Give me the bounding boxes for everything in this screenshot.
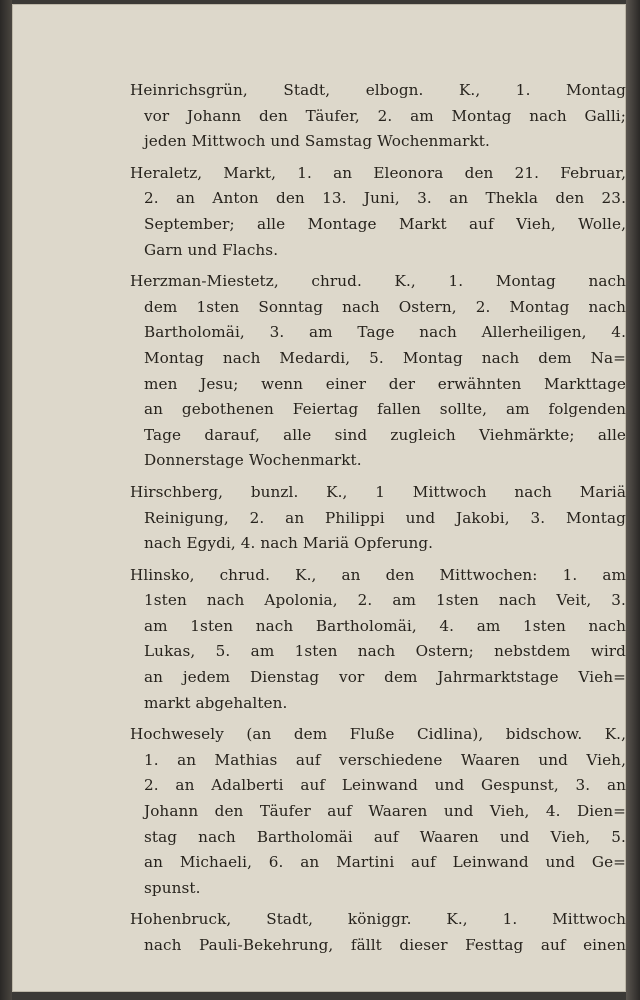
page-left-edge: [0, 0, 12, 1000]
entry-hohenbruck: [130, 907, 626, 958]
text-line: nach Pauli-Bekehrung, fällt dieser Festtag auf einen: [144, 936, 626, 954]
entry-hlinsko: [130, 563, 626, 717]
text-line: Heinrichsgrün, Stadt, elbogn. K., 1. Montag: [130, 81, 626, 99]
text-line: Montag nach Medardi, 5. Montag nach dem Na=: [144, 348, 626, 367]
text-line: 1sten nach Apolonia, 2. am 1sten nach Veit, 3.: [144, 591, 626, 610]
text-line: Garn und Flachs.: [144, 240, 279, 259]
text-line: Hohenbruck, Stadt, königgr. K., 1. Mittwoch: [130, 910, 626, 929]
text-line: Bartholomäi, 3. am Tage nach Allerheiligen, 4.: [144, 323, 626, 342]
document-text: [130, 78, 626, 965]
text-line: 2. an Anton den 13. Juni, 3. an Thekla den 23.: [144, 189, 626, 208]
text-line: markt abgehalten.: [144, 693, 288, 712]
text-line: Hochwesely (an dem Fluße Cidlina), bidschow. K.,: [130, 725, 626, 744]
entry-hirschberg: [130, 480, 626, 557]
document-page: [12, 4, 626, 992]
text-line: Tage darauf, alle sind zugleich Viehmärkte; alle: [144, 425, 626, 444]
text-line: Lukas, 5. am 1sten nach Ostern; nebstdem wird: [144, 642, 626, 661]
entry-herzman-miestetz: [130, 269, 626, 474]
entry-heinrichsgruen: [130, 78, 626, 155]
text-line: stag nach Bartholomäi auf Waaren und Vieh, 5.: [144, 827, 626, 846]
text-line: Herzman-Miestetz, chrud. K., 1. Montag nach: [130, 272, 626, 291]
text-line: jeden Mittwoch und Samstag Wochenmarkt.: [144, 132, 490, 151]
text-line: nach Egydi, 4. nach Mariä Opferung.: [144, 534, 434, 553]
text-line: Reinigung, 2. an Philippi und Jakobi, 3. Montag: [144, 508, 626, 527]
text-line: vor Johann den Täufer, 2. am Montag nach Galli;: [144, 106, 626, 125]
text-line: am 1sten nach Bartholomäi, 4. am 1sten nach: [144, 616, 626, 635]
text-line: Hirschberg, bunzl. K., 1 Mittwoch nach Mariä: [130, 482, 626, 501]
text-line: an gebothenen Feiertag fallen sollte, am folgenden: [144, 400, 626, 419]
text-line: Hlinsko, chrud. K., an den Mittwochen: 1. am: [130, 565, 626, 584]
text-line: an Michaeli, 6. an Martini auf Leinwand und Ge=: [144, 853, 626, 872]
text-line: Johann den Täufer auf Waaren und Vieh, 4. Dien=: [144, 802, 626, 821]
text-line: an jedem Dienstag vor dem Jahrmarktstage Vieh=: [144, 668, 626, 687]
text-line: Donnerstage Wochenmarkt.: [144, 451, 362, 470]
text-line: 2. an Adalberti auf Leinwand und Gespunst, 3. an: [144, 776, 626, 795]
page-right-edge: [626, 0, 640, 1000]
text-line: dem 1sten Sonntag nach Ostern, 2. Montag nach: [144, 297, 626, 316]
text-line: men Jesu; wenn einer der erwähnten Markttage: [144, 374, 626, 393]
entry-heraletz: [130, 161, 626, 263]
text-line: September; alle Montage Markt auf Vieh, Wolle,: [144, 214, 626, 233]
text-line: Heraletz, Markt, 1. an Eleonora den 21. Februar,: [130, 163, 626, 182]
text-line: 1. an Mathias auf verschiedene Waaren und Vieh,: [144, 750, 626, 769]
entry-hochwesely: [130, 722, 626, 901]
text-line: spunst.: [144, 878, 201, 897]
